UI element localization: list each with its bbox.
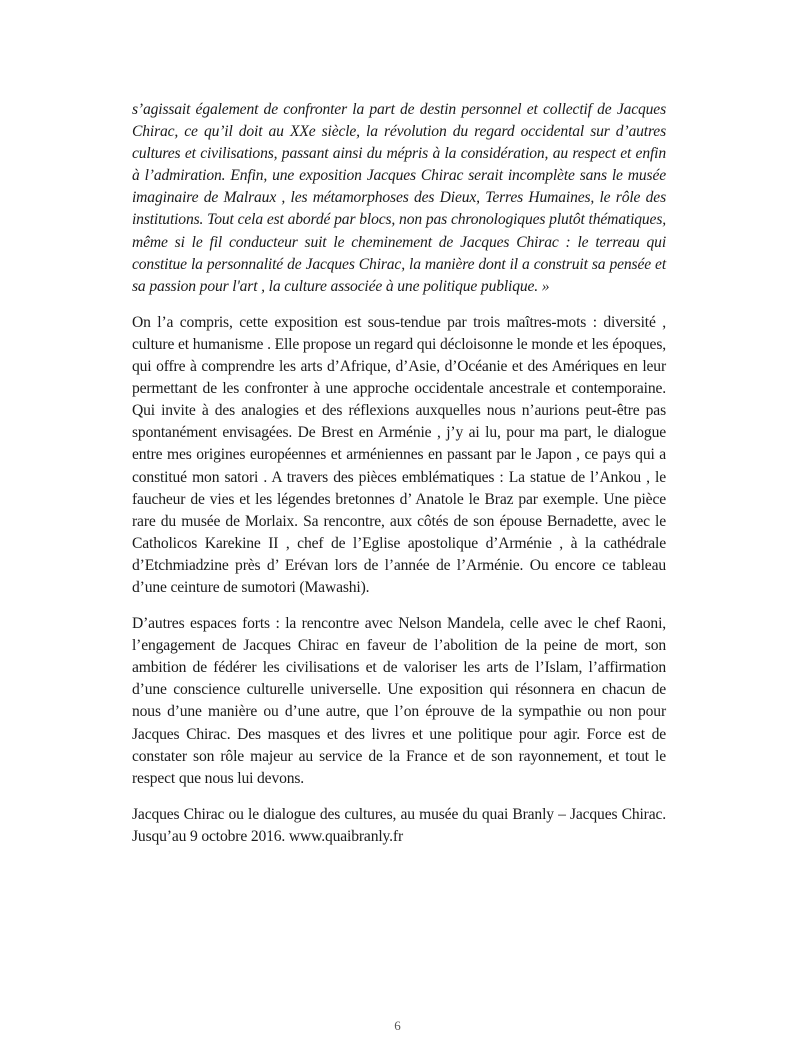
exhibition-info-paragraph: Jacques Chirac ou le dialogue des cultures, au musée du quai Branly – Jacques Chirac. Jusqu’au 9 octobre 2016. www.quaibranly.fr [132, 805, 666, 845]
body-paragraph-espaces-forts: D’autres espaces forts : la rencontre avec Nelson Mandela, celle avec le chef Raoni, l’engagement de Jacques Chirac en faveur de l’abolition de la peine de mort, son ambition de fédérer les civilisations et de valoriser les arts de l’Islam, l’affirmation d’une conscience culturelle universelle. Une exposition qui résonnera en chacun de nous d’une manière ou d’une autre, que l’on éprouve de la sympathie ou non pour Jacques Chirac. Des masques et des livres et une politique pour agir. Force est de constater son rôle majeur au service de la France et de son rayonnement, et tout le respect que nous lui devons. [132, 615, 666, 787]
quote-paragraph: s’agissait également de confronter la part de destin personnel et collectif de Jacques Chirac, ce qu’il doit au XXe siècle, la révolution du regard occidental sur d’autres cultures et civilisations, passant ainsi du mépris à la considération, au respect et enfin à l’admiration. Enfin, une exposition Jacques Chirac serait incomplète sans le musée imaginaire de Malraux , les métamorphoses des Dieux, Terres Humaines, le rôle des institutions. Tout cela est abordé par blocs, non pas chronologiques plutôt thématiques, même si le fil conducteur suit le cheminement de Jacques Chirac : le terreau qui constitue la personnalité de Jacques Chirac, la manière dont il a construit sa pensée et sa passion pour l'art , la culture associée à une politique publique. » [132, 101, 666, 295]
document-body [132, 99, 666, 848]
body-paragraph-exposition: On l’a compris, cette exposition est sous-tendue par trois maîtres-mots : diversité , culture et humanisme . Elle propose un regard qui décloisonne le monde et les époques, qui offre à comprendre les arts d’Afrique, d’Asie, d’Océanie et des Amériques en leur permettant de les confronter à une approche occidentale ancestrale et contemporaine. Qui invite à des analogies et des réflexions auxquelles nous n’aurions peut-être pas spontanément envisagées. De Brest en Arménie , j’y ai lu, pour ma part, le dialogue entre mes origines européennes et arméniennes en passant par le Japon , ce pays qui a constitué mon satori . A travers des pièces emblématiques : La statue de l’Ankou , le faucheur de vies et les légendes bretonnes d’ Anatole le Braz par exemple. Une pièce rare du musée de Morlaix. Sa rencontre, aux côtés de son épouse Bernadette, avec le Catholicos Karekine II , chef de l’Eglise apostolique d’Arménie , à la cathédrale d’Etchmiadzine près d’ Erévan lors de l’année de l’Arménie. Ou encore ce tableau d’une ceinture de sumotori (Mawashi). [132, 313, 666, 596]
page-number: 6 [394, 1018, 401, 1033]
